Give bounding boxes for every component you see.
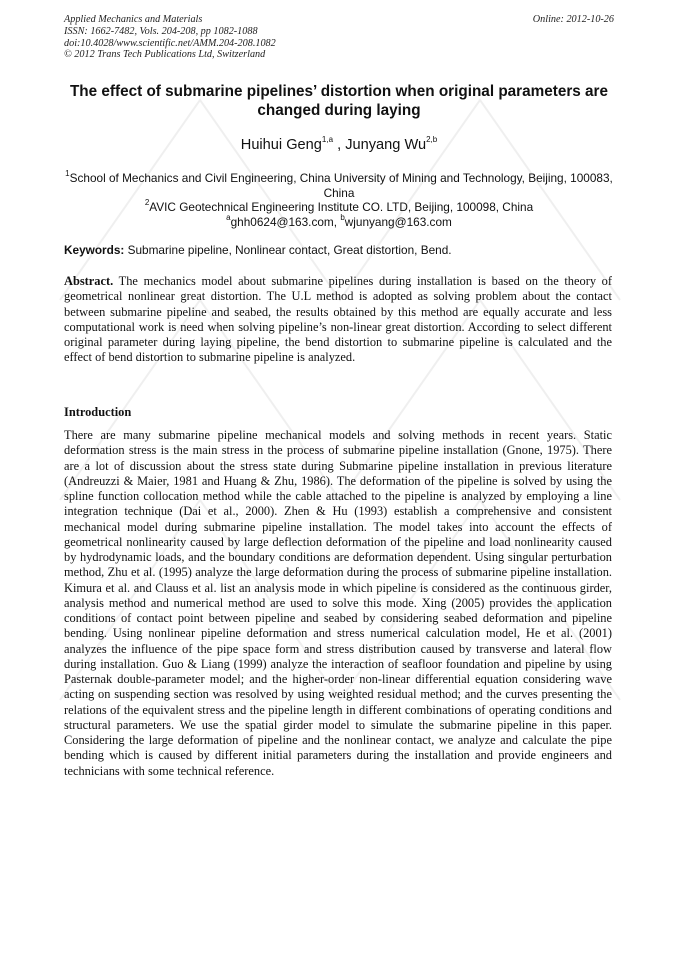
issn-line: ISSN: 1662-7482, Vols. 204-208, pp 1082-1088: [64, 25, 258, 37]
keywords-text: Submarine pipeline, Nonlinear contact, Great distortion, Bend.: [127, 243, 452, 257]
abstract-label: Abstract.: [64, 274, 114, 288]
author-line: [40, 136, 638, 154]
copyright-line: © 2012 Trans Tech Publications Ltd, Switzerland: [64, 49, 266, 61]
affiliation-text: School of Mechanics and Civil Engineering, China University of Mining and Technology, Beijing, 100083, China: [69, 171, 613, 200]
author-sup: 1,a: [321, 135, 334, 145]
online-date: Online: 2012-10-26: [532, 14, 614, 25]
email-sup: b: [340, 212, 345, 222]
doi-line: doi:10.4028/www.scientific.net/AMM.204-208.1082: [64, 37, 276, 49]
keywords-label: Keywords:: [64, 243, 125, 257]
journal-header: [64, 14, 394, 61]
introduction-paragraph: There are many submarine pipeline mechanical models and solving methods in recent years. Static deformation stress is the main stress in the process of submarine pipeline installation (Gnone, 1975). There are a lot of discussion about the stress state during Submarine pipeline installation in previous literature (Andreuzzi & Maier, 1981 and Huang & Zhu, 1986). The deformation of the pipeline is solved by using the spline function collocation method while the cable attached to the pipeline is analyzed by employing a line integration technique (Dai et al., 2000). Zhen & Hu (1993) establish a comprehensive and consistent mechanical model during submarine pipeline installation. The model takes into account the effects of geometrical nonlinearity caused by large deflection deformation of the pipeline and load nonlinearity caused by hydrodynamic loads, and the boundary conditions are deformation dependent. Using singular perturbation method, Zhu et al. (1995) analyze the large deformation during the process of submarine pipeline installation. Kimura et al. and Clauss et al. list an analysis mode in which pipeline is considered as the continuous girder, analysis method and numerical method are used to solve this mode. Xing (2005) provides the application conditions of contact point between pipeline and seabed by considering seabed deformation and pipeline bending. Using nonlinear pipeline deformation and stress numerical calculation model, He et al. (2001) analyzes the influence of the pipe space form and stress distribution caused by transverse and lateral flow during installation. Guo & Liang (1999) analyze the interaction of seafloor foundation and pipeline by using Pasternak double-parameter model; and the higher-order non-linear differential equation considering wave acting on suspending section was resolved by using weighted residual method; and the curves presenting the relations of the equivalent stress and the pipeline length in different combinations of operating conditions and structural parameters. We use the spatial girder model to simulate the submarine pipeline in this paper. Considering the large deformation of pipeline and the nonlinear contact, we analyze and calculate the pipe bending which is caused by different initial parameters during the installation and provide engineers and technicians with some technical reference.: [64, 428, 612, 778]
affiliations: [50, 171, 628, 229]
author-name: Junyang Wu: [345, 137, 427, 153]
affiliation-sup: 2: [144, 198, 150, 208]
author-name: Huihui Geng: [240, 137, 322, 153]
author-sup: 2,b: [426, 135, 438, 145]
affiliation-1: [50, 171, 628, 200]
email-link[interactable]: ghh0624@163.com: [230, 214, 334, 229]
abstract: [64, 274, 612, 366]
affiliation-sup: 1: [65, 169, 70, 179]
affiliation-text: AVIC Geotechnical Engineering Institute CO. LTD, Beijing, 100098, China: [149, 200, 534, 214]
abstract-text: The mechanics model about submarine pipelines during installation is based on the theory of geometrical nonlinear great distortion. The U.L method is adopted as solving problem about the contact between submarine pipeline and seabed, the results obtained by this method are equally accurate and less computational work is need when solving pipeline’s non-linear great distortion. According to select different original parameter during laying pipeline, the bend distortion to submarine pipeline is calculated and the effect of bend distortion to submarine pipeline is analyzed.: [64, 274, 612, 365]
keywords: [64, 243, 624, 257]
email-sup: a: [226, 212, 231, 222]
email-line: [50, 212, 628, 230]
section-heading-introduction: Introduction: [64, 405, 132, 419]
email-link[interactable]: wjunyang@163.com: [344, 214, 452, 229]
author-separator: ,: [333, 137, 346, 153]
email-separator: ,: [333, 214, 341, 229]
affiliation-2: [50, 200, 628, 215]
paper-title: The effect of submarine pipelines’ distortion when original parameters are changed during laying: [69, 83, 609, 119]
journal-name: Applied Mechanics and Materials: [64, 14, 203, 25]
